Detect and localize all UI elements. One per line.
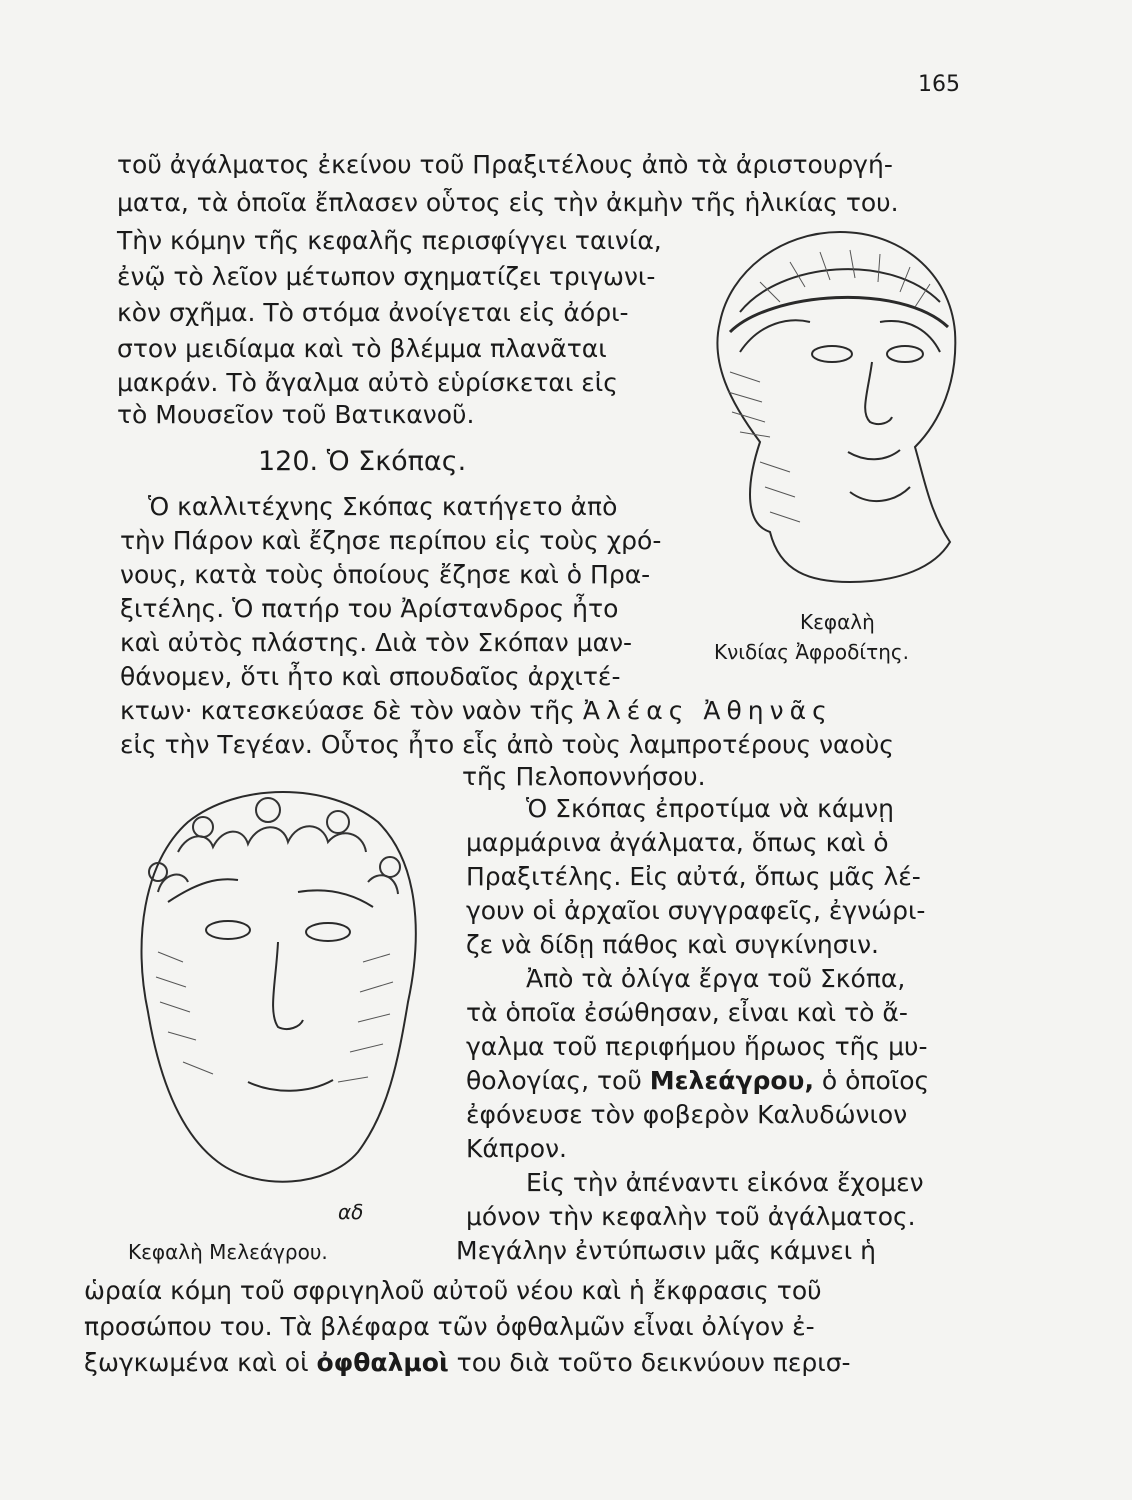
text-line: νους, κατὰ τοὺς ὁποίους ἔζησε καὶ ὁ Πρα- [120,560,651,589]
meleager-caption: Κεφαλὴ Μελεάγρου. [128,1240,328,1264]
text-line: Τὴν κόμην τῆς κεφαλῆς περισφίγγει ταινία, [117,226,662,255]
text-line: ἐφόνευσε τὸν φοβερὸν Καλυδώνιον [466,1100,908,1129]
text-line: Πραξιτέλης. Εἰς αὐτά, ὅπως μᾶς λέ- [466,862,921,891]
bold-emphasis: ὀφθαλμοὶ [316,1348,449,1377]
text-line: ματα, τὰ ὁποῖα ἔπλασεν οὗτος εἰς τὴν ἀκμὴν τῆς ἡλικίας του. [117,188,899,217]
text-span: ξωγκωμένα καὶ οἱ [84,1348,317,1377]
bold-emphasis: Μελεάγρου, [649,1066,814,1095]
text-line: καὶ αὐτὸς πλάστης. Διὰ τὸν Σκόπαν μαν- [120,628,633,657]
text-line [120,696,833,726]
text-line: Κάπρον. [466,1134,568,1163]
text-span: θολογίας, τοῦ [466,1066,650,1095]
text-line: τῆς Πελοποννήσου. [462,762,706,791]
text-span: ὁ ὁποῖος [813,1066,930,1095]
text-line: Ἀπὸ τὰ ὀλίγα ἔργα τοῦ Σκόπα, [526,964,906,993]
text-line: μαρμάρινα ἀγάλματα, ὅπως καὶ ὁ [466,828,889,857]
text-line: προσώπου του. Τὰ βλέφαρα τῶν ὀφθαλμῶν εἶναι ὀλίγον ἐ- [84,1312,815,1341]
text-line: τὴν Πάρον καὶ ἔζησε περίπου εἰς τοὺς χρό- [120,526,662,555]
text-line: τὸ Μουσεῖον τοῦ Βατικανοῦ. [117,400,475,429]
text-line: Ὁ καλλιτέχνης Σκόπας κατήγετο ἀπὸ [148,492,618,521]
text-line: κὸν σχῆμα. Τὸ στόμα ἀνοίγεται εἰς ἀόρι- [117,298,629,327]
text-line: γαλμα τοῦ περιφήμου ἥρωος τῆς μυ- [466,1032,928,1061]
text-line [84,1348,851,1378]
text-line: Ὁ Σκόπας ἐπροτίμα νὰ κάμνῃ [526,794,895,823]
illustrator-signature: αδ [338,1200,364,1224]
text-span: κτων· κατεσκεύασε δὲ τὸν ναὸν τῆς [120,696,583,725]
page-number: 165 [918,72,960,97]
meleager-head-icon [128,782,428,1202]
spaced-emphasis: Ἀλέας Ἀθηνᾶς [582,696,833,725]
aphrodite-head-figure [700,222,970,592]
text-line: Εἰς τὴν ἀπέναντι εἰκόνα ἔχομεν [526,1168,924,1197]
text-line: ξιτέλης. Ὁ πατήρ του Ἀρίστανδρος ἦτο [120,594,619,623]
text-line: τοῦ ἀγάλματος ἐκείνου τοῦ Πραξιτέλους ἀπὸ τὰ ἀριστουργή- [117,150,893,179]
text-line: τὰ ὁποῖα ἐσώθησαν, εἶναι καὶ τὸ ἄ- [466,998,908,1027]
text-line: εἰς τὴν Τεγέαν. Οὗτος ἦτο εἷς ἀπὸ τοὺς λαμπροτέρους ναοὺς [120,730,894,759]
aphrodite-caption-line2: Κνιδίας Ἀφροδίτης. [714,640,909,664]
text-line: μακράν. Τὸ ἄγαλμα αὐτὸ εὑρίσκεται εἰς [117,368,618,397]
aphrodite-caption-line1: Κεφαλὴ [800,610,875,634]
text-line: γουν οἱ ἀρχαῖοι συγγραφεῖς, ἐγνώρι- [466,896,926,925]
text-line [466,1066,929,1096]
section-heading: 120. Ὁ Σκόπας. [258,446,467,477]
text-line: Μεγάλην ἐντύπωσιν μᾶς κάμνει ἡ [456,1236,876,1265]
text-line: ἐνῷ τὸ λεῖον μέτωπον σχηματίζει τριγωνι- [117,262,656,291]
text-line: θάνομεν, ὅτι ἦτο καὶ σπουδαῖος ἀρχιτέ- [120,662,621,691]
text-line: μόνον τὴν κεφαλὴν τοῦ ἀγάλματος. [466,1202,916,1231]
text-line: στον μειδίαμα καὶ τὸ βλέμμα πλανᾶται [117,334,607,363]
text-line: ζε νὰ δίδῃ πάθος καὶ συγκίνησιν. [466,930,879,959]
meleager-head-figure [128,782,428,1202]
text-span: του διὰ τοῦτο δεικνύουν περισ- [448,1348,851,1377]
text-line: ὡραία κόμη τοῦ σφριγηλοῦ αὐτοῦ νέου καὶ ἡ ἔκφρασις τοῦ [84,1276,822,1305]
aphrodite-head-icon [700,222,970,592]
